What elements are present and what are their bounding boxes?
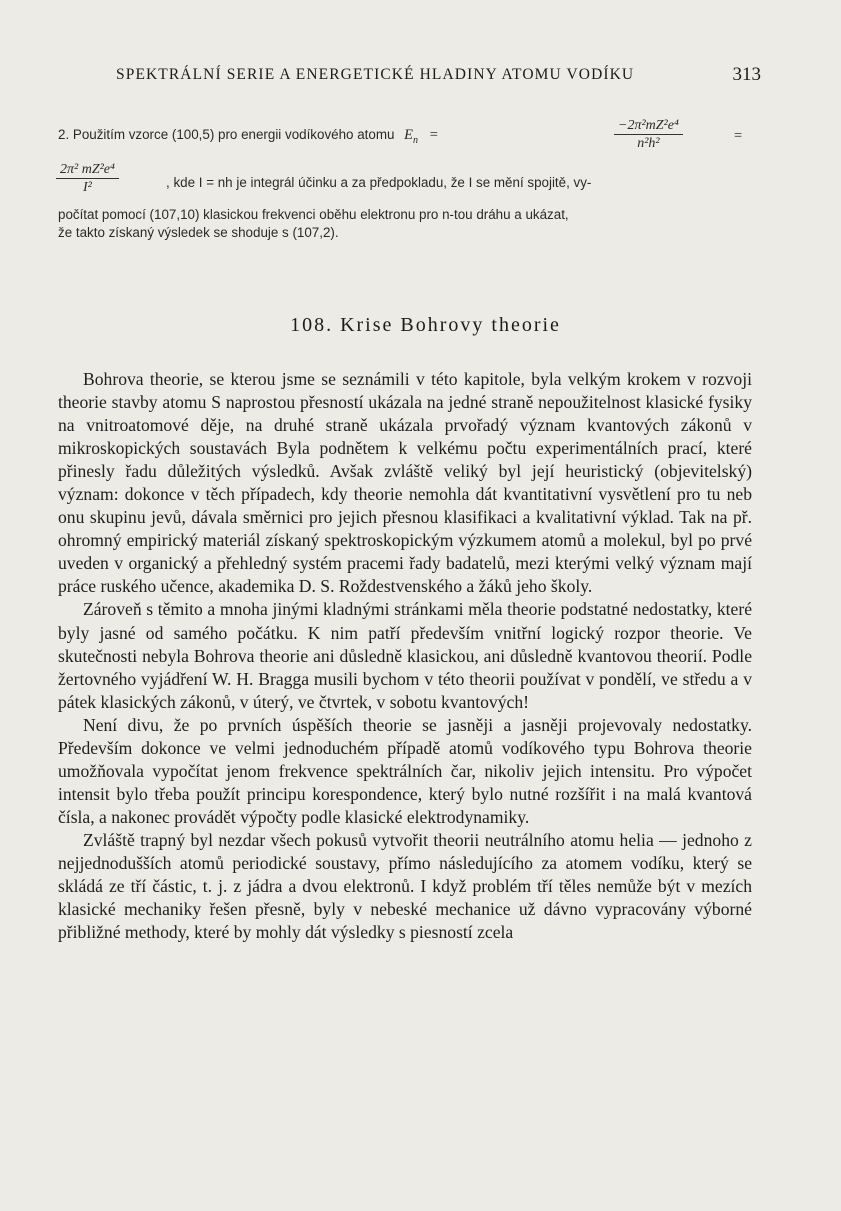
fraction-2-numerator: 2π² mZ²e⁴	[56, 162, 119, 179]
running-title: SPEKTRÁLNÍ SERIE A ENERGETICKÉ HLADINY ATOMU VODÍKU	[116, 66, 635, 83]
exercise-line-3: počítat pomocí (107,10) klasickou frekvenci oběhu elektronu pro n-tou dráhu a ukázat,	[58, 207, 569, 222]
body-text	[58, 368, 752, 944]
energy-fraction-2	[56, 162, 119, 196]
energy-symbol: $E_n$	[404, 127, 419, 146]
equals-sign-1: =	[429, 127, 438, 143]
exercise-line-2: , kde I = nh je integrál účinku a za předpokladu, že I se mění spojitě, vy-	[166, 175, 592, 190]
paragraph-4: Zvláště trapný byl nezdar všech pokusů vytvořit theorii neutrálního atomu helia — jednoho z nejjednodušších atomů periodické soustavy, přímo následujícího za atomem vodíku, který se skládá ze tří částic, t. j. z jádra a dvou elektronů. I když problém tří těles nemůže být v mezích klasické mechaniky řešen přesně, byly v nebeské mechanice už dávno vypracovány výborné přibližné methody, které by mohly dát výsledky s piesností zcela	[58, 829, 752, 943]
energy-fraction-1	[614, 118, 683, 152]
equals-sign-2: =	[734, 128, 743, 144]
fraction-1-numerator: −2π²mZ²e⁴	[614, 118, 683, 135]
exercise-line-1	[58, 127, 438, 146]
fraction-2-denominator: I²	[83, 180, 92, 195]
fraction-1-denominator: n²h²	[637, 136, 660, 151]
page-number: 313	[732, 64, 761, 85]
exercise-line-4: že takto získaný výsledek se shoduje s (107,2).	[58, 225, 339, 240]
paragraph-3: Není divu, že po prvních úspěších theorie se jasněji a jasněji projevovaly nedostatky. Především dokonce ve velmi jednoduchém případě atomů vodíkového typu Bohrova theorie umožňovala vypočítat jenom frekvence spektrálních čar, nikoliv jejich intensitu. Pro výpočet intensit bylo třeba použít principu korespondence, který bylo nutné rozšířit i na malá kvantová čísla, a nakonec provádět výpočty podle klasické elektrodynamiky.	[58, 714, 752, 827]
paragraph-1: Bohrova theorie, se kterou jsme se seznámili v této kapitole, byla velkým krokem v rozvoji theorie stavby atomu S naprostou přesností ukázala na jedné straně nepoužitelnost klasické fysiky na vnitroatomové děje, na druhé straně ukázala prvořadý význam kvantových zákonů v mikroskopických soustavách Byla podnětem k velkému počtu experimentálních prací, které přinesly řadu důležitých výsledků. Avšak zvláště veliký byl její heuristický (objevitelský) význam: dokonce v těch případech, kdy theorie nemohla dát kvantitativní vysvětlení pro tu neb onu skupinu jevů, dávala směrnici pro jejich přesnou klasifikaci a kvalitativní výklad. Tak na př. ohromný empirický materiál získaný spektroskopickým výzkumem atomů a molekul, byl po prvé uveden v organický a přehledný systém pracemi řady badatelů, mezi kterými velký význam mají práce ruského učence, akademika D. S. Roždestvenského a žáků jeho školy.	[58, 369, 752, 597]
paragraph-2: Zároveň s těmito a mnoha jinými kladnými stránkami měla theorie podstatné nedostatky, které byly jasné od samého počátku. K nim patří především vnitřní logický rozpor theorie. Ve skutečnosti nebyla Bohrova theorie ani důsledně klasickou, ani důsledně kvantovou theorií. Podle žertovného vyjádření W. H. Bragga musili bychom v této theorii používat v pondělí, ve středu a v pátek klasických zákonů, v úterý, ve čtvrtek, v sobotu kvantových!	[58, 599, 752, 712]
section-heading: 108. Krise Bohrovy theorie	[290, 314, 561, 336]
exercise-text-1: 2. Použitím vzorce (100,5) pro energii vodíkového atomu	[58, 127, 395, 142]
running-header	[116, 64, 761, 90]
